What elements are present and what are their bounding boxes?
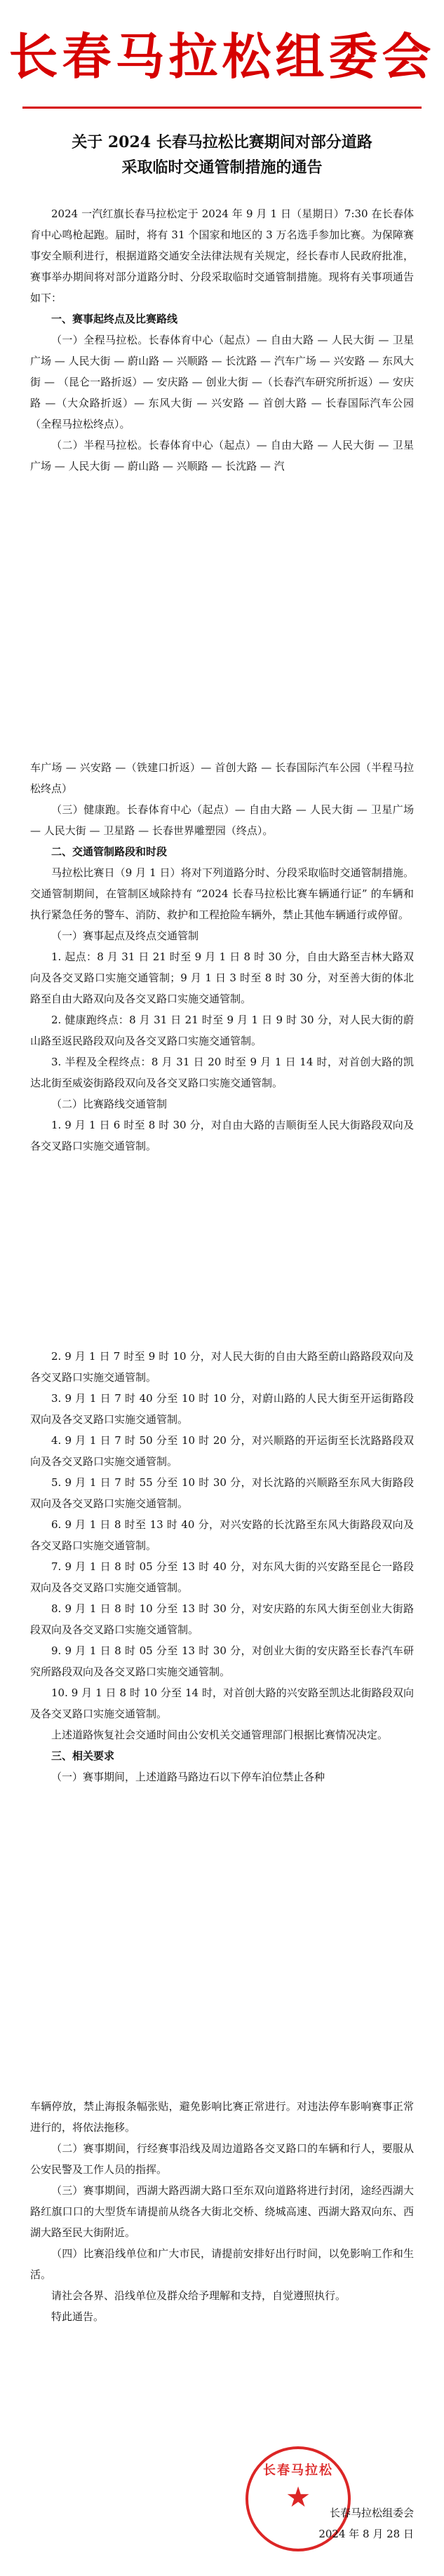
red-divider (22, 107, 422, 109)
start-control: 1. 起点：8 月 31 日 21 时至 9 月 1 日 8 时 30 分，自由大路至吉林大路双向及各交叉路口实施交通管制；9 月 1 日 3 时至 8 时 30 分，对至善大街的体北路至自由大路双向及各交叉路口实施交通管制。 (30, 950, 414, 1005)
title-line-1: 关于 2024 长春马拉松比赛期间对部分道路 (72, 133, 372, 151)
subheading-route-control: （二）比赛路线交通管制 (51, 1098, 168, 1110)
letterhead (0, 0, 444, 105)
route-control-3: 3. 9 月 1 日 7 时 40 分至 10 时 10 分，对蔚山路的人民大街至开运街路段双向及各交叉路口实施交通管制。 (30, 1392, 414, 1426)
section-1 (30, 203, 414, 477)
requirement-3: （三）赛事期间，西湖大路西湖大路口至东双向道路将进行封闭，途经西湖大路红旗口口的大型货车请提前从绕各大街北交桥、绕城高速、西湖大路双向东、西湖大路至民大街附近。 (30, 2184, 414, 2239)
section-3 (30, 1346, 414, 1787)
marathon-finish-control: 3. 半程及全程终点：8 月 31 日 20 时至 9 月 1 日 14 时，对首创大路的凯达北街至威姿街路段双向及各交叉路口实施交通管制。 (30, 1056, 414, 1089)
route-control-10: 10. 9 月 1 日 8 时 10 分至 14 时，对首创大路的兴安路至凯达北街路段双向及各交叉路口实施交通管制。 (30, 1686, 414, 1720)
heading-route: 一、赛事起终点及比赛路线 (51, 313, 178, 325)
restore-traffic-note: 上述道路恢复社会交通时间由公安机关交通管理部门根据比赛情况决定。 (51, 1729, 389, 1741)
route-control-5: 5. 9 月 1 日 7 时 55 分至 10 时 30 分，对长沈路的兴顺路至东风大街路段双向及各交叉路口实施交通管制。 (30, 1476, 414, 1510)
requirement-1: （一）赛事期间，上述道路马路边石以下停车泊位禁止各种 (51, 1771, 325, 1783)
signing-date: 2024 年 8 月 28 日 (318, 2528, 414, 2540)
heading-traffic-control: 二、交通管制路段和时段 (51, 845, 168, 858)
route-control-6: 6. 9 月 1 日 8 时至 13 时 40 分，对兴安路的长沈路至东风大街路段双向及各交叉路口实施交通管制。 (30, 1518, 414, 1552)
half-marathon-route: （二）半程马拉松。长春体育中心（起点）— 自由大路 — 人民大街 — 卫星广场 — 人民大街 — 蔚山路 — 兴顺路 — 长沈路 — 汽 (30, 439, 414, 472)
section-4 (30, 2096, 414, 2327)
closing-phrase: 特此通告。 (51, 2310, 105, 2323)
signature-block (231, 2463, 414, 2565)
requirement-4: （四）比赛沿线单位和广大市民，请提前安排好出行时间，以免影响工作和生活。 (30, 2247, 414, 2281)
title-line-2: 采取临时交通管制措施的通告 (121, 158, 323, 177)
route-control-8: 8. 9 月 1 日 8 时 10 分至 13 时 30 分，对安庆路的东风大街至创业大街路段双向及各交叉路口实施交通管制。 (30, 1602, 414, 1636)
route-control-7: 7. 9 月 1 日 8 时 05 分至 13 时 40 分，对东风大街的兴安路至昆仑一路段双向及各交叉路口实施交通管制。 (30, 1560, 414, 1594)
health-run-route: （三）健康跑。长春体育中心（起点）— 自由大路 — 人民大街 — 卫星广场 — 人民大街 — 卫星路 — 长春世界雕塑园（终点）。 (30, 803, 414, 837)
document-title (28, 130, 416, 180)
route-control-1: 1. 9 月 1 日 6 时至 8 时 30 分，对自由大路的吉顺街至人民大街路段双向及各交叉路口实施交通管制。 (30, 1119, 414, 1152)
half-marathon-route-cont: 车广场 — 兴安路 —（铁建口折返）— 首创大路 — 长春国际汽车公园（半程马拉松终点） (30, 761, 414, 795)
org-name: 长春马拉松组委会 (8, 27, 436, 86)
closing-request: 请社会各界、沿线单位及群众给予理解和支持，自觉遵照执行。 (51, 2289, 347, 2302)
requirement-1-cont: 车辆停放，禁止海报条幅张贴，避免影响比赛正常进行。对违法停车影响赛事正常进行的，将依法拖移。 (30, 2100, 414, 2134)
subheading-start-finish: （一）赛事起点及终点交通管制 (51, 929, 199, 942)
traffic-control-intro: 马拉松比赛日（9 月 1 日）将对下列道路分时、分段采取临时交通管制措施。交通管制期间，在管制区域除持有 “2024 长春马拉松比赛车辆通行证” 的车辆和执行紧急任务的警车、消防、救护和工程抢险车辆外，禁止其他车辆通行或停留。 (30, 866, 414, 921)
seal-text: 长春马拉松 (263, 2463, 333, 2478)
route-control-4: 4. 9 月 1 日 7 时 50 分至 10 时 20 分，对兴顺路的开运街至长沈路路段双向及各交叉路口实施交通管制。 (30, 1434, 414, 1468)
route-control-2: 2. 9 月 1 日 7 时至 9 时 10 分，对人民大街的自由大路至蔚山路路段双向及各交叉路口实施交通管制。 (30, 1350, 414, 1384)
seal-star-icon: ★ (285, 2481, 311, 2514)
signing-organization: 长春马拉松组委会 (329, 2507, 414, 2519)
intro-paragraph: 2024 一汽红旗长春马拉松定于 2024 年 9 月 1 日（星期日）7:30 在长春体育中心鸣枪起跑。届时，将有 31 个国家和地区的 3 万名选手参加比赛。为保障赛事安全顺利进行，根据道路交通安全法律法规有关规定，经长春市人民政府批准，赛事举办期间将对部分道路分时、分段采取临时交通管制措施。现将有关事项通告如下： (30, 207, 414, 304)
health-run-finish-control: 2. 健康跑终点：8 月 31 日 21 时至 9 月 1 日 9 时 30 分，对人民大街的蔚山路至返民路段双向及各交叉路口实施交通管制。 (30, 1014, 414, 1047)
route-control-9: 9. 9 月 1 日 8 时 05 分至 13 时 30 分，对创业大街的安庆路至长春汽车研究所路段双向及各交叉路口实施交通管制。 (30, 1644, 414, 1678)
full-marathon-route: （一）全程马拉松。长春体育中心（起点）— 自由大路 — 人民大街 — 卫星广场 — 人民大街 — 蔚山路 — 兴顺路 — 长沈路 — 汽车广场 — 兴安路 — 东风大街 — （昆仑一路折返）— 安庆路 — 创业大街 —（长春汽车研究所折返）— 安庆路 —（大众路折返）— 东风大街 — 兴安路 — 首创大路 — 长春国际汽车公园（全程马拉松终点）。 (30, 334, 414, 430)
section-2 (30, 757, 414, 1157)
requirement-2: （二）赛事期间，行经赛事沿线及周边道路各交叉路口的车辆和行人，要服从公安民警及工作人员的指挥。 (30, 2142, 414, 2176)
heading-requirements: 三、相关要求 (51, 1750, 115, 1762)
